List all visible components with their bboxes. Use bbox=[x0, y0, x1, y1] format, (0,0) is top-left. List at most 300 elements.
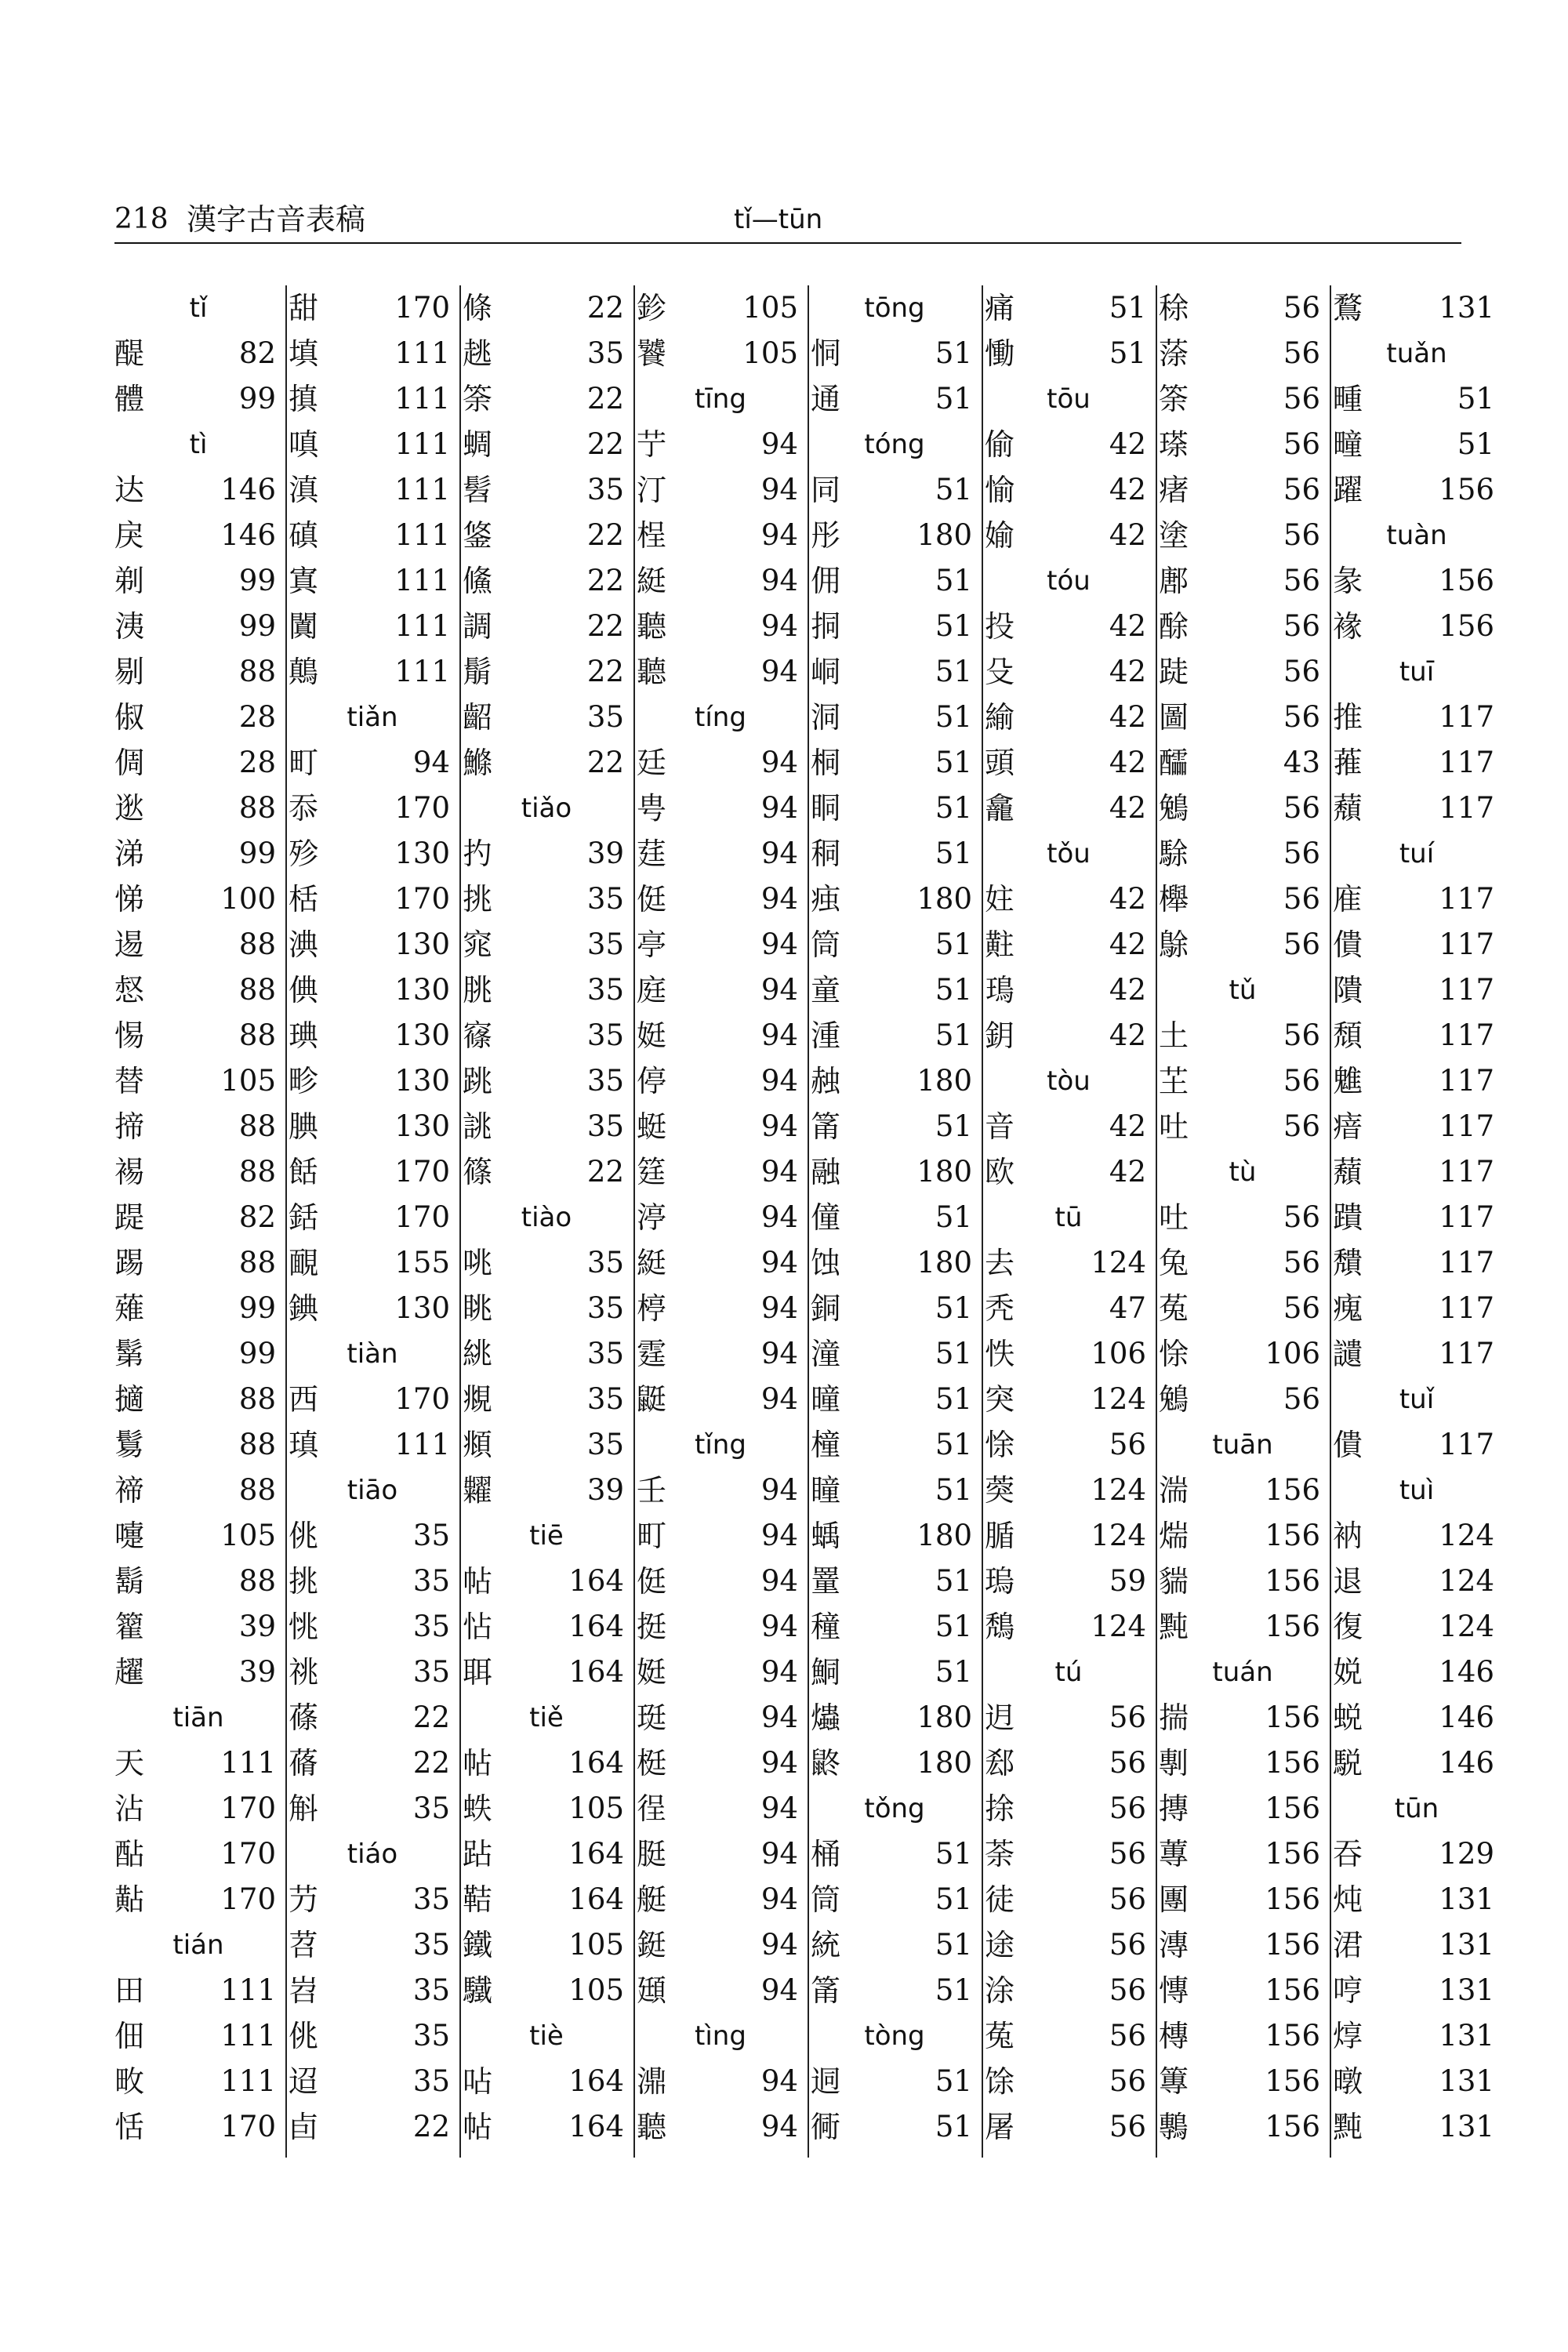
entry-character: 鐵 bbox=[463, 1928, 493, 1962]
entry-character: 黈 bbox=[985, 927, 1015, 962]
index-entry bbox=[637, 1331, 804, 1377]
entry-character: 篠 bbox=[463, 1155, 493, 1189]
entry-page-number: 105 bbox=[568, 1928, 624, 1962]
entry-character: 橦 bbox=[811, 1428, 841, 1462]
entry-character: 妵 bbox=[985, 882, 1015, 916]
entry-page-number: 117 bbox=[1439, 927, 1494, 961]
entry-page-number: 51 bbox=[935, 1337, 972, 1370]
entry-page-number: 51 bbox=[935, 1882, 972, 1916]
entry-page-number: 170 bbox=[394, 882, 450, 916]
entry-character: 跕 bbox=[463, 1837, 493, 1871]
index-entry bbox=[811, 1513, 978, 1559]
entry-character: 楟 bbox=[637, 1291, 667, 1326]
index-entry bbox=[1333, 922, 1501, 967]
entry-page-number: 35 bbox=[586, 1018, 624, 1052]
index-entry bbox=[1159, 1013, 1327, 1058]
entry-character: 剔 bbox=[114, 655, 145, 689]
pinyin-heading: tǐng bbox=[695, 1429, 746, 1461]
entry-character: 駾 bbox=[1333, 1746, 1363, 1780]
entry-character: 鞊 bbox=[463, 1882, 493, 1917]
entry-page-number: 164 bbox=[568, 1882, 624, 1916]
index-entry bbox=[114, 604, 282, 649]
index-entry bbox=[1159, 1104, 1327, 1149]
entry-page-number: 42 bbox=[1109, 1018, 1146, 1052]
entry-page-number: 124 bbox=[1091, 1610, 1146, 1643]
index-entry bbox=[1333, 1286, 1501, 1331]
entry-character: 斛 bbox=[289, 1791, 319, 1826]
entry-page-number: 56 bbox=[1109, 1746, 1146, 1780]
entry-page-number: 170 bbox=[394, 291, 450, 325]
entry-page-number: 180 bbox=[916, 882, 972, 916]
entry-character: 銅 bbox=[811, 1291, 841, 1326]
entry-page-number: 88 bbox=[238, 1155, 276, 1189]
entry-page-number: 146 bbox=[220, 473, 276, 506]
index-entry bbox=[114, 831, 282, 877]
pinyin-heading: tiàn bbox=[347, 1338, 398, 1370]
pinyin-heading: tiān bbox=[172, 1702, 224, 1733]
entry-page-number: 51 bbox=[935, 1564, 972, 1598]
index-entry bbox=[289, 1695, 456, 1740]
index-entry bbox=[114, 922, 282, 967]
index-entry bbox=[1159, 1786, 1327, 1831]
pinyin-heading: tíng bbox=[695, 702, 746, 733]
entry-character: 聽 bbox=[637, 655, 667, 689]
index-entry bbox=[463, 1740, 630, 1786]
entry-page-number: 35 bbox=[412, 1928, 450, 1962]
pinyin-heading: tòu bbox=[1047, 1065, 1091, 1097]
entry-page-number: 88 bbox=[238, 1382, 276, 1416]
entry-page-number: 56 bbox=[1283, 1109, 1320, 1143]
entry-character: 聽 bbox=[637, 609, 667, 644]
entry-page-number: 35 bbox=[586, 1246, 624, 1279]
entry-page-number: 22 bbox=[586, 609, 624, 643]
entry-page-number: 56 bbox=[1283, 382, 1320, 416]
index-entry bbox=[985, 2059, 1152, 2104]
entry-page-number: 94 bbox=[760, 1337, 798, 1370]
entry-character: 秱 bbox=[811, 837, 841, 871]
entry-character: 戾 bbox=[114, 518, 145, 553]
index-entry bbox=[463, 1013, 630, 1058]
entry-page-number: 164 bbox=[568, 1655, 624, 1689]
entry-character: 芀 bbox=[289, 1882, 319, 1917]
entry-page-number: 117 bbox=[1439, 1064, 1494, 1098]
entry-character: 鋌 bbox=[637, 1928, 667, 1962]
entry-page-number: 51 bbox=[935, 1655, 972, 1689]
index-entry bbox=[637, 604, 804, 649]
entry-page-number: 22 bbox=[586, 746, 624, 779]
entry-character: 餂 bbox=[289, 1155, 319, 1189]
entry-page-number: 28 bbox=[238, 746, 276, 779]
index-entry bbox=[1159, 831, 1327, 877]
index-entry bbox=[463, 467, 630, 513]
entry-character: 酟 bbox=[114, 1837, 145, 1871]
index-entry bbox=[811, 1104, 978, 1149]
entry-character: 帖 bbox=[463, 1564, 493, 1599]
entry-character: 煓 bbox=[1159, 1519, 1189, 1553]
entry-page-number: 111 bbox=[394, 336, 450, 370]
index-entry bbox=[1333, 695, 1501, 740]
entry-page-number: 51 bbox=[935, 1928, 972, 1962]
index-entry bbox=[114, 1104, 282, 1149]
column-divider bbox=[982, 285, 983, 2158]
index-entry bbox=[289, 740, 456, 786]
entry-page-number: 117 bbox=[1439, 1200, 1494, 1234]
entry-page-number: 56 bbox=[1109, 2110, 1146, 2143]
entry-page-number: 99 bbox=[238, 837, 276, 870]
entry-page-number: 51 bbox=[935, 2110, 972, 2143]
entry-character: 痋 bbox=[811, 882, 841, 916]
index-entry bbox=[289, 513, 456, 558]
entry-page-number: 56 bbox=[1109, 1700, 1146, 1734]
entry-page-number: 170 bbox=[394, 1155, 450, 1189]
entry-character: 裼 bbox=[114, 1155, 145, 1189]
entry-character: 褖 bbox=[1333, 609, 1363, 644]
pinyin-heading: tuǐ bbox=[1399, 1384, 1435, 1415]
entry-page-number: 56 bbox=[1283, 700, 1320, 734]
entry-page-number: 156 bbox=[1265, 1564, 1320, 1598]
index-entry bbox=[289, 877, 456, 922]
entry-character: 櫸 bbox=[1159, 882, 1189, 916]
index-entry bbox=[637, 1377, 804, 1422]
index-entry bbox=[1159, 1513, 1327, 1559]
index-entry bbox=[463, 2059, 630, 2104]
entry-character: 筒 bbox=[811, 927, 841, 962]
entry-character: 湩 bbox=[811, 1018, 841, 1053]
index-entry bbox=[463, 922, 630, 967]
index-entry bbox=[811, 1377, 978, 1422]
entry-page-number: 88 bbox=[238, 1018, 276, 1052]
index-entry bbox=[114, 1559, 282, 1604]
entry-page-number: 42 bbox=[1109, 427, 1146, 461]
entry-page-number: 22 bbox=[586, 655, 624, 688]
index-entry bbox=[114, 695, 282, 740]
index-entry bbox=[114, 513, 282, 558]
index-entry bbox=[985, 1377, 1152, 1422]
index-entry bbox=[985, 1013, 1152, 1058]
entry-character: 頫 bbox=[463, 1428, 493, 1462]
entry-character: 涕 bbox=[114, 837, 145, 871]
entry-character: 捈 bbox=[985, 1791, 1015, 1826]
entry-character: 腆 bbox=[289, 1109, 319, 1144]
entry-character: 渟 bbox=[637, 1200, 667, 1235]
entry-character: 吞 bbox=[1333, 1837, 1363, 1871]
entry-character: 筡 bbox=[463, 382, 493, 416]
entry-page-number: 94 bbox=[760, 427, 798, 461]
entry-page-number: 117 bbox=[1439, 1428, 1494, 1461]
index-entry bbox=[1333, 1149, 1501, 1195]
entry-character: 霆 bbox=[637, 1337, 667, 1371]
entry-page-number: 35 bbox=[586, 1382, 624, 1416]
entry-character: 菟 bbox=[985, 2019, 1015, 2053]
index-entry bbox=[637, 877, 804, 922]
entry-page-number: 35 bbox=[412, 2019, 450, 2053]
entry-page-number: 56 bbox=[1283, 837, 1320, 870]
entry-character: 徒 bbox=[985, 1882, 1015, 1917]
entry-character: 天 bbox=[114, 1746, 145, 1780]
index-entry bbox=[1333, 1104, 1501, 1149]
entry-character: 蓧 bbox=[289, 1700, 319, 1735]
entry-page-number: 170 bbox=[220, 1882, 276, 1916]
entry-character: 珽 bbox=[637, 1700, 667, 1735]
index-entry bbox=[637, 1968, 804, 2013]
entry-character: 艇 bbox=[637, 1882, 667, 1917]
index-entry bbox=[1333, 786, 1501, 831]
entry-page-number: 156 bbox=[1265, 2064, 1320, 2098]
entry-page-number: 94 bbox=[760, 1155, 798, 1189]
entry-character: 僓 bbox=[1333, 927, 1363, 962]
entry-page-number: 94 bbox=[760, 1610, 798, 1643]
index-entry bbox=[811, 1604, 978, 1650]
entry-page-number: 130 bbox=[394, 1064, 450, 1098]
entry-character: 鵌 bbox=[1159, 927, 1189, 962]
entry-character: 團 bbox=[1159, 1882, 1189, 1917]
pinyin-heading: tīng bbox=[695, 383, 746, 415]
entry-character: 擿 bbox=[114, 1382, 145, 1417]
index-entry bbox=[463, 695, 630, 740]
pinyin-heading: tiě bbox=[529, 1702, 564, 1733]
index-entry bbox=[1333, 1422, 1501, 1468]
index-entry bbox=[1333, 1650, 1501, 1695]
entry-page-number: 42 bbox=[1109, 473, 1146, 506]
entry-page-number: 180 bbox=[916, 518, 972, 552]
entry-page-number: 94 bbox=[760, 1519, 798, 1552]
entry-page-number: 131 bbox=[1439, 2064, 1494, 2098]
entry-character: 畽 bbox=[1333, 382, 1363, 416]
index-entry bbox=[1159, 2059, 1327, 2104]
entry-page-number: 51 bbox=[935, 1018, 972, 1052]
entry-character: 娧 bbox=[1333, 1655, 1363, 1690]
pinyin-heading: tǒu bbox=[1047, 838, 1091, 869]
entry-page-number: 94 bbox=[412, 746, 450, 779]
index-entry bbox=[811, 1650, 978, 1695]
entry-page-number: 100 bbox=[220, 882, 276, 916]
entry-page-number: 94 bbox=[760, 1791, 798, 1825]
entry-page-number: 111 bbox=[220, 2019, 276, 2053]
index-entry bbox=[811, 695, 978, 740]
entry-character: 怗 bbox=[463, 1610, 493, 1644]
entry-character: 佃 bbox=[114, 2019, 145, 2053]
entry-character: 佻 bbox=[289, 2019, 319, 2053]
index-entry bbox=[114, 1513, 282, 1559]
index-entry bbox=[463, 1786, 630, 1831]
entry-page-number: 105 bbox=[220, 1064, 276, 1098]
index-entry bbox=[289, 831, 456, 877]
entry-character: 錪 bbox=[289, 1291, 319, 1326]
entry-character: 鳿 bbox=[985, 973, 1015, 1007]
entry-page-number: 130 bbox=[394, 1109, 450, 1143]
index-entry bbox=[114, 1377, 282, 1422]
index-entry bbox=[114, 1331, 282, 1377]
entry-page-number: 180 bbox=[916, 1700, 972, 1734]
entry-character: 慟 bbox=[985, 336, 1015, 371]
entry-page-number: 51 bbox=[935, 1837, 972, 1871]
index-entry bbox=[289, 1377, 456, 1422]
entry-character: 禘 bbox=[114, 1473, 145, 1508]
entry-character: 鰷 bbox=[463, 746, 493, 780]
index-entry bbox=[1159, 1695, 1327, 1740]
entry-character: 媮 bbox=[985, 518, 1015, 553]
index-entry bbox=[985, 422, 1152, 467]
index-entry bbox=[1333, 558, 1501, 604]
entry-character: 娗 bbox=[637, 1655, 667, 1690]
entry-character: 莛 bbox=[637, 837, 667, 871]
index-entry bbox=[1159, 1331, 1327, 1377]
entry-page-number: 170 bbox=[220, 1837, 276, 1871]
entry-page-number: 156 bbox=[1265, 1746, 1320, 1780]
index-entry bbox=[114, 1786, 282, 1831]
entry-character: 鬄 bbox=[114, 1428, 145, 1462]
entry-character: 糶 bbox=[463, 1473, 493, 1508]
entry-page-number: 105 bbox=[220, 1519, 276, 1552]
entry-page-number: 94 bbox=[760, 1200, 798, 1234]
index-entry bbox=[637, 1286, 804, 1331]
index-entry bbox=[985, 1786, 1152, 1831]
index-entry bbox=[114, 1195, 282, 1240]
entry-page-number: 94 bbox=[760, 2110, 798, 2143]
entry-page-number: 111 bbox=[394, 518, 450, 552]
index-entry bbox=[811, 1831, 978, 1877]
index-entry bbox=[811, 922, 978, 967]
entry-character: 躍 bbox=[1333, 473, 1363, 507]
index-entry bbox=[811, 877, 978, 922]
index-entry bbox=[637, 1604, 804, 1650]
entry-character: 圖 bbox=[1159, 700, 1189, 735]
index-entry bbox=[1159, 376, 1327, 422]
pinyin-heading: tuí bbox=[1399, 838, 1435, 869]
entry-page-number: 56 bbox=[1283, 1291, 1320, 1325]
index-entry bbox=[1333, 376, 1501, 422]
entry-character: 蜩 bbox=[463, 427, 493, 462]
entry-character: 疃 bbox=[1333, 427, 1363, 462]
entry-page-number: 51 bbox=[935, 746, 972, 779]
entry-page-number: 94 bbox=[760, 2064, 798, 2098]
entry-page-number: 42 bbox=[1109, 518, 1146, 552]
entry-page-number: 22 bbox=[586, 291, 624, 325]
entry-character: 亭 bbox=[637, 927, 667, 962]
entry-page-number: 131 bbox=[1439, 291, 1494, 325]
entry-character: 挺 bbox=[637, 1610, 667, 1644]
entry-page-number: 124 bbox=[1439, 1564, 1494, 1598]
entry-page-number: 51 bbox=[935, 1428, 972, 1461]
entry-character: 剃 bbox=[114, 564, 145, 598]
index-entry bbox=[114, 1604, 282, 1650]
entry-character: 瘖 bbox=[1333, 1109, 1363, 1144]
entry-page-number: 99 bbox=[238, 609, 276, 643]
entry-page-number: 42 bbox=[1109, 927, 1146, 961]
entry-page-number: 180 bbox=[916, 1064, 972, 1098]
index-entry bbox=[114, 1968, 282, 2013]
index-entry bbox=[114, 1877, 282, 1922]
entry-page-number: 94 bbox=[760, 1473, 798, 1507]
entry-character: 絩 bbox=[463, 1337, 493, 1371]
index-entry bbox=[114, 1468, 282, 1513]
index-entry bbox=[811, 1468, 978, 1513]
entry-character: 滇 bbox=[289, 473, 319, 507]
index-entry bbox=[811, 1058, 978, 1104]
index-entry bbox=[289, 1013, 456, 1058]
index-entry bbox=[637, 1786, 804, 1831]
index-entry bbox=[463, 1604, 630, 1650]
entry-character: 㢈 bbox=[1333, 882, 1363, 916]
entry-character: 槫 bbox=[1159, 2019, 1189, 2053]
entry-character: 醽 bbox=[1159, 746, 1189, 780]
entry-page-number: 56 bbox=[1283, 1018, 1320, 1052]
entry-character: 嚏 bbox=[114, 1519, 145, 1553]
entry-page-number: 111 bbox=[220, 2064, 276, 2098]
entry-page-number: 51 bbox=[935, 1291, 972, 1325]
entry-page-number: 42 bbox=[1109, 1155, 1146, 1189]
entry-character: 峒 bbox=[811, 655, 841, 689]
entry-page-number: 51 bbox=[935, 336, 972, 370]
entry-character: 衕 bbox=[811, 2110, 841, 2144]
entry-character: 龕 bbox=[985, 791, 1015, 826]
entry-range: tǐ—tūn bbox=[734, 204, 823, 235]
entry-page-number: 94 bbox=[760, 1064, 798, 1098]
index-entry bbox=[1333, 1695, 1501, 1740]
entry-page-number: 94 bbox=[760, 1291, 798, 1325]
entry-page-number: 51 bbox=[935, 609, 972, 643]
entry-page-number: 35 bbox=[412, 1564, 450, 1598]
index-entry bbox=[1333, 2013, 1501, 2059]
index-entry bbox=[811, 967, 978, 1013]
entry-character: 艼 bbox=[637, 427, 667, 462]
index-entry bbox=[811, 1877, 978, 1922]
entry-character: 侹 bbox=[637, 882, 667, 916]
entry-page-number: 156 bbox=[1265, 1882, 1320, 1916]
entry-page-number: 164 bbox=[568, 2064, 624, 2098]
entry-page-number: 42 bbox=[1109, 700, 1146, 734]
index-entry bbox=[985, 1604, 1152, 1650]
index-entry bbox=[114, 786, 282, 831]
entry-page-number: 22 bbox=[586, 1155, 624, 1189]
index-entry bbox=[1333, 285, 1501, 331]
index-entry bbox=[289, 649, 456, 695]
index-entry bbox=[1333, 2059, 1501, 2104]
column-divider bbox=[1330, 285, 1331, 2158]
entry-page-number: 51 bbox=[935, 1200, 972, 1234]
entry-character: 桶 bbox=[811, 1837, 841, 1871]
entry-page-number: 35 bbox=[586, 927, 624, 961]
index-entry bbox=[811, 513, 978, 558]
entry-page-number: 39 bbox=[586, 1473, 624, 1507]
pinyin-heading: tiè bbox=[529, 2020, 564, 2052]
entry-character: 吐 bbox=[1159, 1109, 1189, 1144]
entry-page-number: 56 bbox=[1283, 518, 1320, 552]
index-entry bbox=[637, 1922, 804, 1968]
entry-page-number: 51 bbox=[935, 382, 972, 416]
entry-page-number: 180 bbox=[916, 1519, 972, 1552]
entry-character: 跳 bbox=[463, 1064, 493, 1098]
entry-character: 畛 bbox=[289, 1064, 319, 1098]
index-entry bbox=[637, 1468, 804, 1513]
entry-character: 緰 bbox=[985, 700, 1015, 735]
entry-character: 蚀 bbox=[811, 1246, 841, 1280]
entry-character: 瑦 bbox=[985, 1564, 1015, 1599]
entry-character: 筒 bbox=[811, 1882, 841, 1917]
index-entry bbox=[811, 558, 978, 604]
entry-page-number: 105 bbox=[568, 1791, 624, 1825]
page-number: 218 bbox=[114, 203, 169, 235]
entry-page-number: 56 bbox=[1283, 291, 1320, 325]
entry-character: 趒 bbox=[463, 336, 493, 371]
index-entry bbox=[463, 376, 630, 422]
entry-character: 惄 bbox=[114, 973, 145, 1007]
entry-character: 卣 bbox=[289, 2110, 319, 2144]
entry-character: 怢 bbox=[985, 1337, 1015, 1371]
entry-page-number: 117 bbox=[1439, 1291, 1494, 1325]
index-entry bbox=[1159, 1377, 1327, 1422]
entry-page-number: 146 bbox=[1439, 1746, 1494, 1780]
